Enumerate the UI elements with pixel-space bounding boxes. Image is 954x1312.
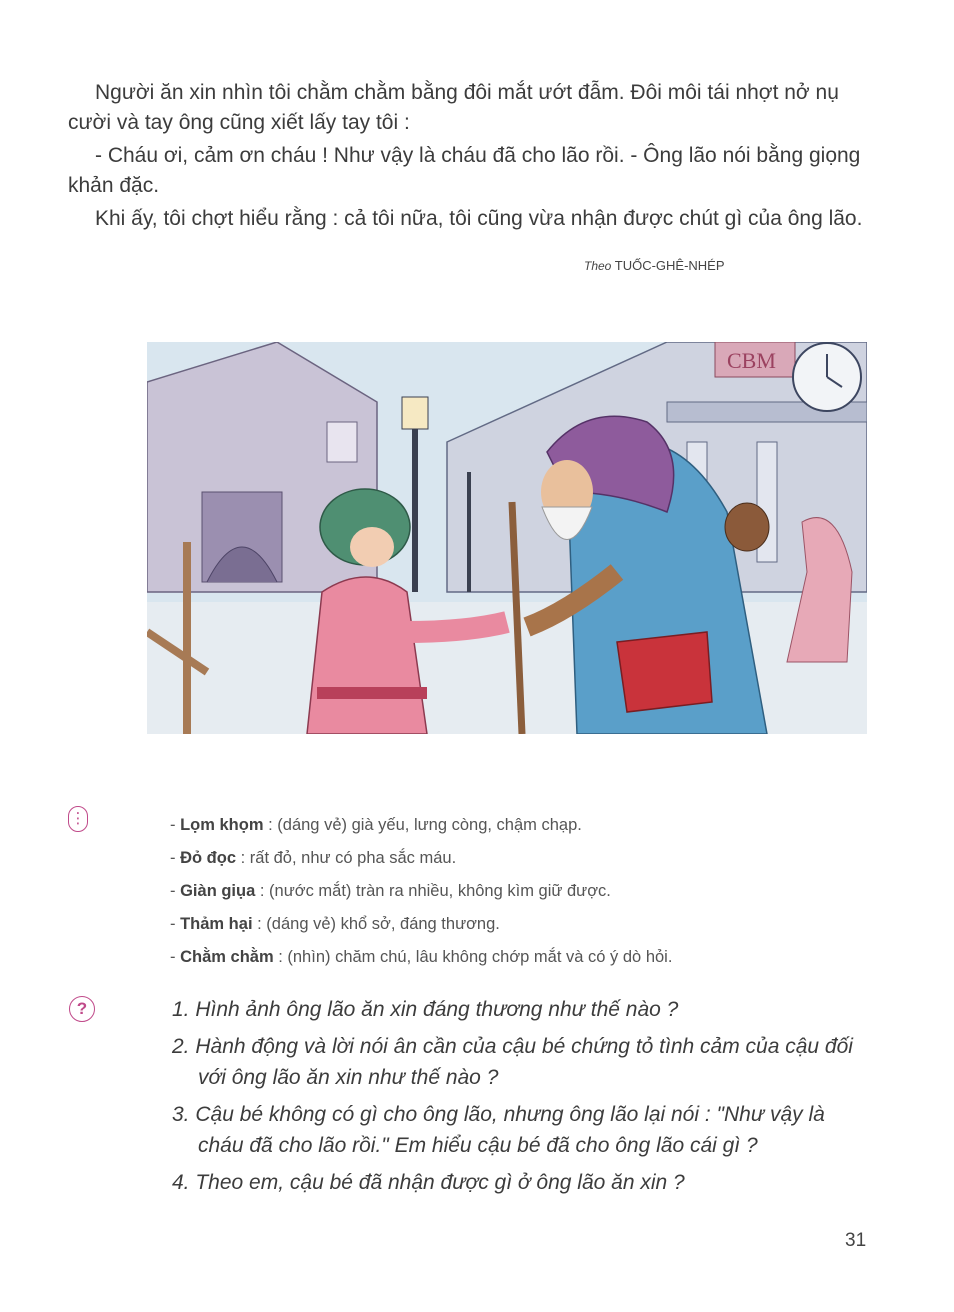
sign-text: CBM	[727, 348, 776, 373]
glossary-term: Thảm hại	[180, 915, 253, 933]
source-author: TUỐC-GHÊ-NHÉP	[614, 258, 725, 273]
question-item: 1. Hình ảnh ông lão ăn xin đáng thương như thế nào ?	[172, 998, 679, 1021]
story-paragraph-1: Người ăn xin nhìn tôi chằm chằm bằng đôi mắt ướt đẫm. Đôi môi tái nhợt nở nụ cười và tay ông cũng xiết lấy tay tôi :	[68, 81, 839, 134]
source-prefix: Theo	[584, 259, 612, 273]
glossary-term: Đỏ đọc	[180, 849, 237, 867]
question-icon: ?	[69, 996, 95, 1022]
glossary-definition: (dáng vẻ) khổ sở, đáng thương.	[266, 915, 500, 933]
glossary-term: Lọm khọm	[180, 816, 264, 834]
glossary-definition: rất đỏ, như có pha sắc máu.	[249, 849, 457, 867]
glossary-item: - Đỏ đọc : rất đỏ, như có pha sắc máu.	[170, 849, 457, 867]
question-item: 3. Cậu bé không có gì cho ông lão, nhưng ông lão lại nói : "Như vậy là cháu đã cho lão rồi." Em hiểu cậu bé đã cho ông lão cái gì ?	[172, 1103, 825, 1157]
glossary-item: - Giàn giụa : (nước mắt) tràn ra nhiều, không kìm giữ được.	[170, 882, 611, 900]
questions-list	[172, 994, 872, 1204]
question-item: 4. Theo em, cậu bé đã nhận được gì ở ông lão ăn xin ?	[172, 1171, 685, 1194]
story-paragraph-2: - Cháu ơi, cảm ơn cháu ! Như vậy là cháu đã cho lão rồi. - Ông lão nói bằng giọng khản đặc.	[68, 144, 861, 197]
glossary-definition: (nhìn) chăm chú, lâu không chớp mắt và có ý dò hỏi.	[287, 948, 673, 966]
story-paragraph-3: Khi ấy, tôi chợt hiểu rằng : cả tôi nữa, tôi cũng vừa nhận được chút gì của ông lão.	[95, 207, 863, 230]
story-text	[68, 78, 868, 237]
glossary-icon: ⋮	[68, 806, 88, 832]
glossary-item: - Lọm khọm : (dáng vẻ) già yếu, lưng còng, chậm chạp.	[170, 816, 582, 834]
glossary-term: Giàn giụa	[180, 882, 256, 900]
glossary-term: Chằm chằm	[180, 948, 274, 966]
source-attribution	[584, 258, 725, 273]
page-number: 31	[845, 1230, 867, 1251]
glossary-item: - Thảm hại : (dáng vẻ) khổ sở, đáng thương.	[170, 915, 500, 933]
glossary-item: - Chằm chằm : (nhìn) chăm chú, lâu không chớp mắt và có ý dò hỏi.	[170, 948, 673, 966]
glossary-definition: (nước mắt) tràn ra nhiều, không kìm giữ được.	[269, 882, 611, 900]
story-illustration	[147, 342, 867, 734]
glossary-definition: (dáng vẻ) già yếu, lưng còng, chậm chạp.	[277, 816, 582, 834]
question-item: 2. Hành động và lời nói ân cần của cậu bé chứng tỏ tình cảm của cậu đối với ông lão ăn xin như thế nào ?	[172, 1035, 853, 1089]
glossary	[170, 812, 870, 977]
